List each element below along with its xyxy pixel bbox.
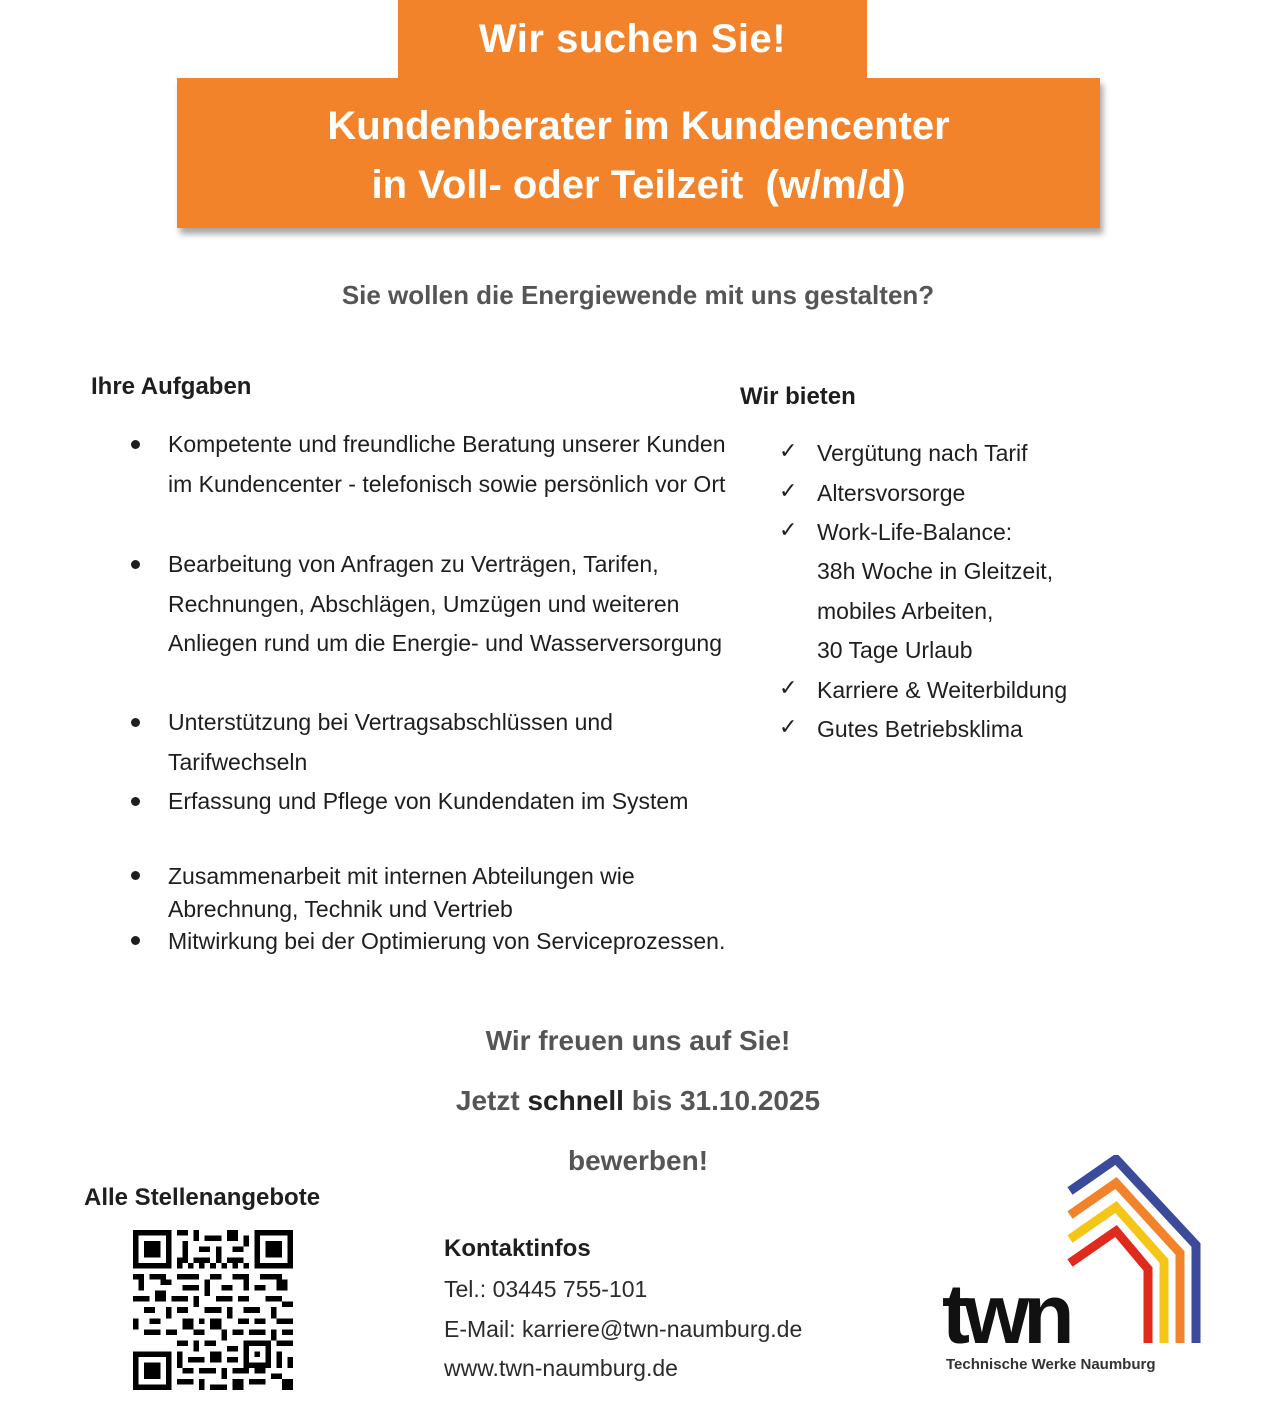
closing-jetzt: Jetzt	[455, 1085, 520, 1116]
contact-phone[interactable]: Tel.: 03445 755-101	[444, 1276, 648, 1302]
bullet-icon	[131, 560, 140, 569]
closing-line1: Wir freuen uns auf Sie!	[485, 1025, 791, 1056]
logo-wordmark: twn	[942, 1267, 1069, 1355]
checkmark-icon: ✓	[779, 714, 798, 739]
job-title-line2: in Voll- oder Teilzeit (w/m/d)	[371, 163, 906, 207]
all-jobs-label: Alle Stellenangebote	[84, 1184, 321, 1211]
contact-website[interactable]: www.twn-naumburg.de	[444, 1355, 678, 1381]
tagline-tab: Wir suchen Sie!	[398, 0, 867, 82]
tasks-heading: Ihre Aufgaben	[91, 373, 252, 400]
contact-heading: Kontaktinfos	[444, 1235, 591, 1262]
bullet-icon	[131, 936, 140, 945]
task-text: Unterstützung bei Vertragsabschlüssen und Tarifwechseln	[168, 709, 613, 775]
offers-heading: Wir bieten	[740, 383, 856, 410]
task-text: Bearbeitung von Anfragen zu Verträgen, Tarifen, Rechnungen, Abschlägen, Umzügen und weiteren Anliegen rund um die Energie- und Wasserversorgung	[168, 551, 723, 656]
offer-text: Karriere & Weiterbildung	[817, 677, 1068, 703]
bullet-icon	[131, 871, 140, 880]
closing-line2	[0, 1085, 1276, 1117]
job-title-banner	[177, 78, 1100, 228]
task-text: Erfassung und Pflege von Kundendaten im System	[168, 788, 689, 814]
task-text: Zusammenarbeit mit internen Abteilungen wie Abrechnung, Technik und Vertrieb	[168, 863, 635, 922]
checkmark-icon: ✓	[779, 517, 798, 542]
task-text: Mitwirkung bei der Optimierung von Serviceprozessen.	[168, 928, 726, 954]
job-title-line1: Kundenberater im Kundencenter	[327, 104, 950, 148]
twn-logo	[940, 1155, 1202, 1355]
offer-text: Vergütung nach Tarif	[817, 440, 1028, 466]
closing-deadline: bis 31.10.2025	[631, 1085, 821, 1116]
offer-text: Work-Life-Balance: 38h Woche in Gleitzeit, mobiles Arbeiten, 30 Tage Urlaub	[817, 519, 1054, 663]
subtitle: Sie wollen die Energiewende mit uns gestalten?	[341, 280, 935, 310]
checkmark-icon: ✓	[779, 478, 798, 503]
offer-text: Altersvorsorge	[817, 480, 966, 506]
bullet-icon	[131, 797, 140, 806]
offer-text: Gutes Betriebsklima	[817, 716, 1023, 742]
bullet-icon	[131, 718, 140, 727]
logo-stripe-red	[1070, 1231, 1148, 1343]
checkmark-icon: ✓	[779, 675, 798, 700]
checkmark-icon: ✓	[779, 438, 798, 463]
logo-subline: Technische Werke Naumburg	[946, 1356, 1156, 1373]
qr-code-icon[interactable]	[133, 1230, 293, 1390]
task-text: Kompetente und freundliche Beratung unserer Kunden im Kundencenter - telefonisch sowie persönlich vor Ort	[168, 431, 726, 497]
closing-line3: bewerben!	[567, 1145, 709, 1176]
bullet-icon	[131, 440, 140, 449]
contact-email[interactable]: E-Mail: karriere@twn-naumburg.de	[444, 1316, 803, 1342]
closing-schnell: schnell	[527, 1085, 624, 1116]
